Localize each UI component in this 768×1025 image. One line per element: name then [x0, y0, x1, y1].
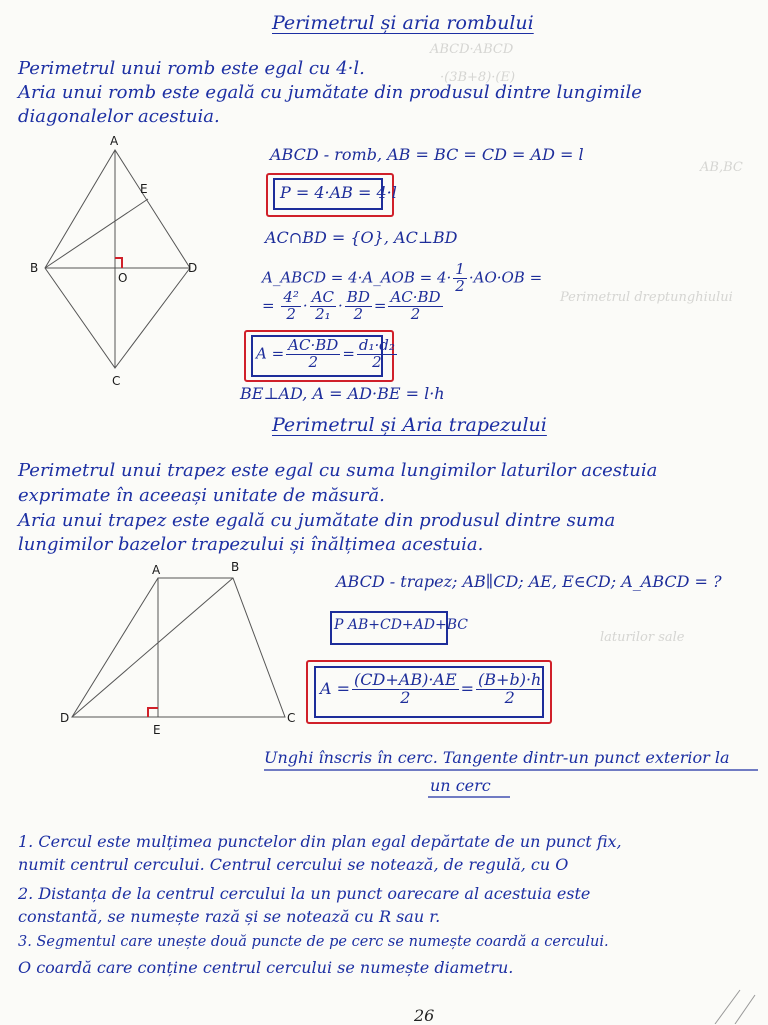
circle-item-1-cont: numit centrul cercului. Centrul cercului se notează, de regulă, cu O — [18, 855, 569, 874]
bleed-through-text: Perimetrul dreptunghiului — [560, 290, 733, 305]
trapezoid-area-text-2: lungimilor bazelor trapezului și înălțimea acestuia. — [18, 534, 484, 555]
trapezoid-area-formula: A = $\frac{(CD+AB)\cdot AE}{2}$ = $\frac{(B+b)\cdot h}{2}$ — [320, 670, 542, 707]
fraction — [286, 338, 340, 371]
fraction-numerator: BD — [346, 288, 370, 306]
right-angle-mark — [115, 258, 122, 268]
fraction — [476, 672, 543, 707]
rhombus-area-text-2: diagonalelor acestuia. — [18, 106, 220, 127]
rhombus-perimeter-text: Perimetrul unui romb este egal cu 4·l. — [18, 58, 365, 79]
vertex-label: C — [287, 711, 296, 725]
vertex-label: E — [140, 182, 148, 196]
rhombus-perimeter-formula: P = 4·AB = 4·l — [280, 183, 397, 202]
formula-text: A = — [320, 678, 351, 698]
trapezoid-definition: ABCD - trapez; AB∥CD; AE, E∈CD; A_ABCD = ? — [336, 572, 722, 591]
fraction-numerator: AC·BD — [390, 288, 441, 306]
vertex-label: O — [118, 271, 128, 285]
rhombus-diagonals: AC∩BD = {O}, AC⊥BD — [265, 228, 458, 247]
rhombus-area-text: Aria unui romb este egală cu jumătate din produsul dintre lungimile — [18, 82, 642, 103]
bleed-through-text: laturilor sale — [600, 630, 685, 645]
fraction-denominator: 2₁ — [315, 304, 331, 323]
circle-item-3: 3. Segmentul care unește două puncte de pe cerc se numește coardă a cercului. — [18, 934, 609, 950]
circle-item-3-cont: O coardă care conține centrul cercului se numește diametru. — [18, 958, 514, 977]
fraction-numerator: (CD+AB)·AE — [354, 670, 457, 689]
rhombus-title: Perimetrul și aria rombului — [272, 12, 534, 34]
trapezoid-title: Perimetrul și Aria trapezului — [272, 414, 547, 436]
circle-title-2: un cerc — [430, 776, 491, 795]
fraction-numerator: (B+b)·h — [478, 670, 542, 689]
vertex-label: D — [60, 711, 70, 725]
fraction-numerator: 1 — [455, 260, 465, 278]
formula-text: ·AO·OB = — [468, 268, 543, 287]
fraction-numerator: AC·BD — [288, 336, 339, 354]
rhombus-definition: ABCD - romb, AB = BC = CD = AD = l — [270, 145, 584, 164]
rhombus-area-formula: A = $\frac{AC\cdot BD}{2}$ = $\frac{\text{d₁·d₂}}{2}$ — [256, 336, 395, 371]
fraction — [352, 672, 459, 707]
fraction-numerator: 4² — [283, 288, 299, 306]
page-number: 26 — [414, 1006, 435, 1025]
fraction — [453, 262, 467, 295]
fraction-denominator: 2 — [410, 304, 421, 323]
vertex-label: A — [110, 134, 119, 148]
formula-text: A_ABCD = 4·A_AOB = 4· — [262, 268, 452, 287]
vertex-label: C — [112, 374, 121, 388]
rhombus-area-derivation-2: = $\frac{\text{4²}}{2}$ · $\frac{AC}{\text{2₁}}$ · $\frac{BD}{2}$ = $\frac{AC\cdot BD}{2}$ — [262, 288, 441, 323]
bleed-through-text: ABCD·ABCD — [430, 42, 514, 57]
fraction — [310, 290, 336, 323]
vertex-label: A — [152, 563, 161, 577]
bleed-through-text: AB,BC — [700, 160, 743, 175]
bleed-through-text: ·(3B+8)·(E) — [440, 70, 516, 85]
trapezoid-perimeter-text: Perimetrul unui trapez este egal cu suma lungimilor laturilor acestuia — [18, 460, 658, 481]
fraction-denominator: 2 — [353, 304, 364, 323]
trapezoid-area-text: Aria unui trapez este egală cu jumătate din produsul dintre suma — [18, 510, 616, 531]
fraction-numerator: AC — [311, 288, 335, 306]
vertex-label: B — [30, 261, 39, 275]
right-angle-mark — [148, 708, 158, 717]
fraction — [388, 290, 442, 323]
circle-item-2-cont: constantă, se numește rază și se notează cu R sau r. — [18, 907, 441, 926]
formula-text: = — [262, 296, 275, 315]
fraction-denominator: 2 — [286, 304, 296, 323]
fraction — [357, 338, 397, 371]
fraction-denominator: 2 — [455, 276, 465, 295]
rhombus-area-alternative: BE⊥AD, A = AD·BE = l·h — [240, 384, 445, 403]
trapezoid-figure — [72, 578, 285, 717]
circle-item-1: 1. Cercul este mulțimea punctelor din plan egal depărtate de un punct fix, — [18, 832, 622, 851]
fraction-denominator: 2 — [400, 687, 411, 707]
vertex-label: B — [231, 560, 240, 574]
fraction-denominator: 2 — [504, 687, 515, 707]
fraction — [281, 290, 301, 323]
circle-title: Unghi înscris în cerc. Tangente dintr-un punct exterior la — [264, 748, 730, 767]
fraction-denominator: 2 — [372, 352, 382, 371]
fraction — [345, 290, 372, 323]
trapezoid-perimeter-text-2: exprimate în aceeași unitate de măsură. — [18, 485, 385, 506]
fraction-numerator: d₁·d₂ — [358, 336, 395, 354]
vertex-label: D — [188, 261, 198, 275]
vertex-label: E — [153, 723, 161, 737]
fraction-denominator: 2 — [308, 352, 319, 371]
circle-item-2: 2. Distanța de la centrul cercului la un punct oarecare al acestuia este — [18, 884, 591, 903]
formula-text: A = — [256, 344, 285, 363]
trapezoid-perimeter-formula: P AB+CD+AD+BC — [334, 617, 468, 633]
